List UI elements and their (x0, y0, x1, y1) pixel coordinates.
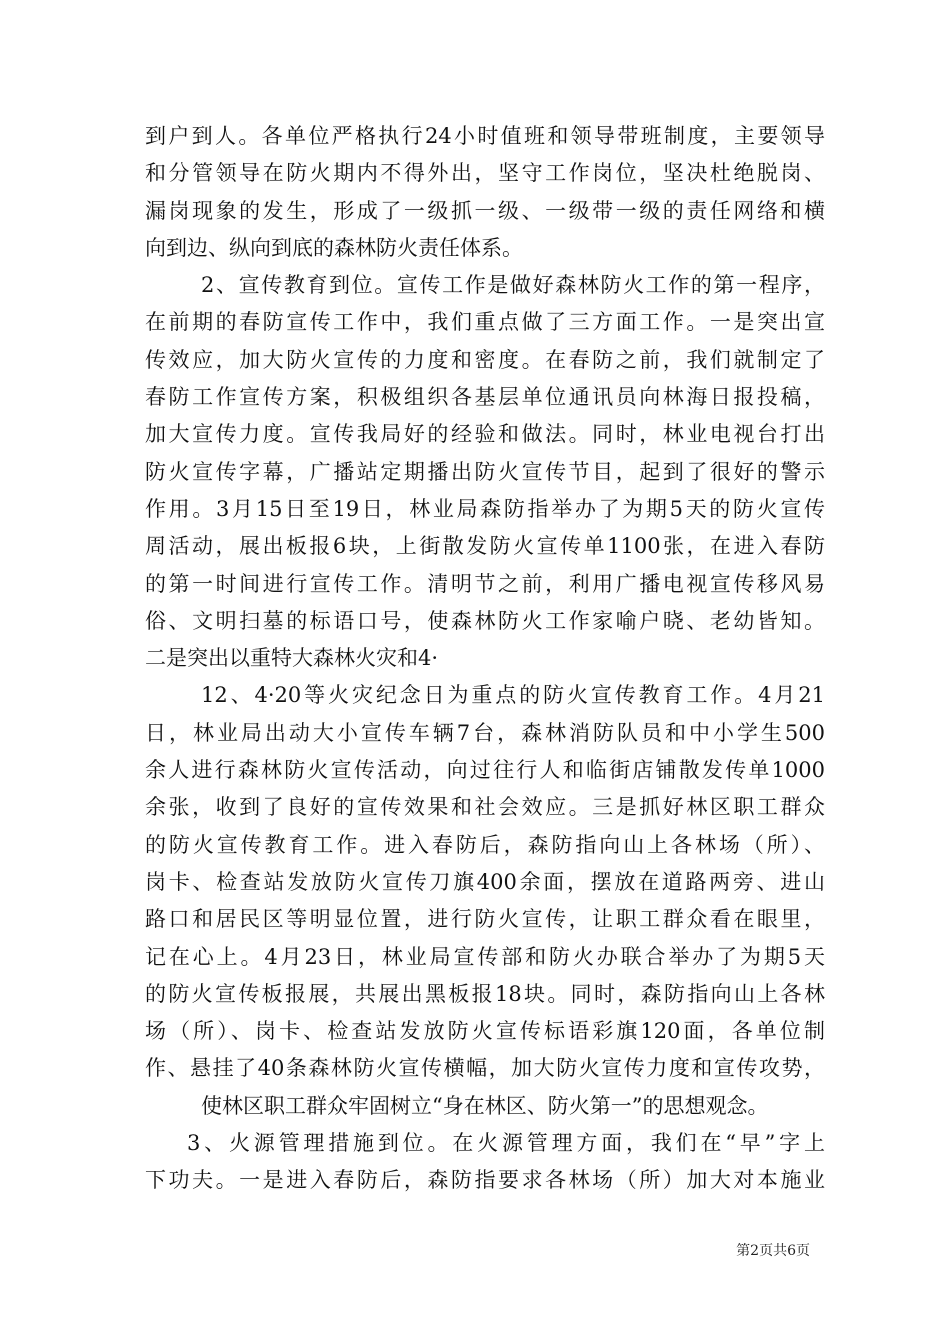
body-text (145, 118, 825, 1200)
text-line: 的防火宣传板报展，共展出黑板报18块。同时，森防指向山上各林 (145, 981, 825, 1006)
text-line: 和分管领导在防火期内不得外出，坚守工作岗位，坚决杜绝脱岗、 (145, 161, 825, 186)
page-number: 第2页共6页 (736, 1243, 810, 1259)
text-line: 的第一时间进行宣传工作。清明节之前，利用广播电视宣传移风易 (145, 571, 825, 596)
text-line: 的防火宣传教育工作。进入春防后，森防指向山上各林场（所）、 (145, 832, 825, 857)
text-line: 作用。3月15日至19日，林业局森防指举办了为期5天的防火宣传 (145, 496, 825, 521)
text-line: 到户到人。各单位严格执行24小时值班和领导带班制度，主要领导 (145, 124, 825, 148)
text-line: 岗卡、检查站发放防火宣传刀旗400余面，摆放在道路两旁、进山 (145, 869, 825, 894)
text-line: 防火宣传字幕，广播站定期播出防火宣传节目，起到了很好的警示 (145, 459, 825, 484)
text-line: 在前期的春防宣传工作中，我们重点做了三方面工作。一是突出宣 (145, 310, 825, 335)
text-line: 春防工作宣传方案，积极组织各基层单位通讯员向林海日报投稿， (145, 385, 825, 410)
text-line: 二是突出以重特大森林火灾和4· (145, 646, 439, 671)
text-line: 下功夫。一是进入春防后，森防指要求各林场（所）加大对本施业 (145, 1168, 825, 1193)
text-line: 路口和居民区等明显位置，进行防火宣传，让职工群众看在眼里， (145, 907, 825, 932)
text-line: 传效应，加大防火宣传的力度和密度。在春防之前，我们就制定了 (145, 347, 825, 372)
text-line: 余人进行森林防火宣传活动，向过往行人和临街店铺散发传单1000 (145, 758, 825, 783)
text-line: 加大宣传力度。宣传我局好的经验和做法。同时，林业电视台打出 (145, 422, 825, 447)
text-line: 作、悬挂了40条森林防火宣传横幅，加大防火宣传力度和宣传攻势， (145, 1056, 825, 1081)
paragraph-start-line: 3、火源管理措施到位。在火源管理方面，我们在“早”字上 (187, 1131, 825, 1156)
text-line: 日，林业局出动大小宣传车辆7台，森林消防队员和中小学生500 (145, 720, 825, 745)
paragraph-start-line: 12、4·20等火灾纪念日为重点的防火宣传教育工作。4月21 (201, 683, 825, 708)
text-line: 场（所）、岗卡、检查站发放防火宣传标语彩旗120面，各单位制 (145, 1019, 825, 1044)
text-line: 漏岗现象的发生，形成了一级抓一级、一级带一级的责任网络和横 (145, 198, 825, 223)
text-line: 向到边、纵向到底的森林防火责任体系。 (145, 235, 523, 260)
paragraph-start-line: 2、宣传教育到位。宣传工作是做好森林防火工作的第一程序， (201, 273, 825, 298)
paragraph-start-line: 使林区职工群众牢固树立“身在林区、防火第一”的思想观念。 (201, 1093, 769, 1118)
text-line: 余张，收到了良好的宣传效果和社会效应。三是抓好林区职工群众 (145, 795, 825, 820)
text-line: 记在心上。4月23日，林业局宣传部和防火办联合举办了为期5天 (145, 944, 825, 969)
text-line: 俗、文明扫墓的标语口号，使森林防火工作家喻户晓、老幼皆知。 (145, 608, 825, 633)
text-line: 周活动，展出板报6块，上街散发防火宣传单1100张，在进入春防 (145, 534, 825, 559)
